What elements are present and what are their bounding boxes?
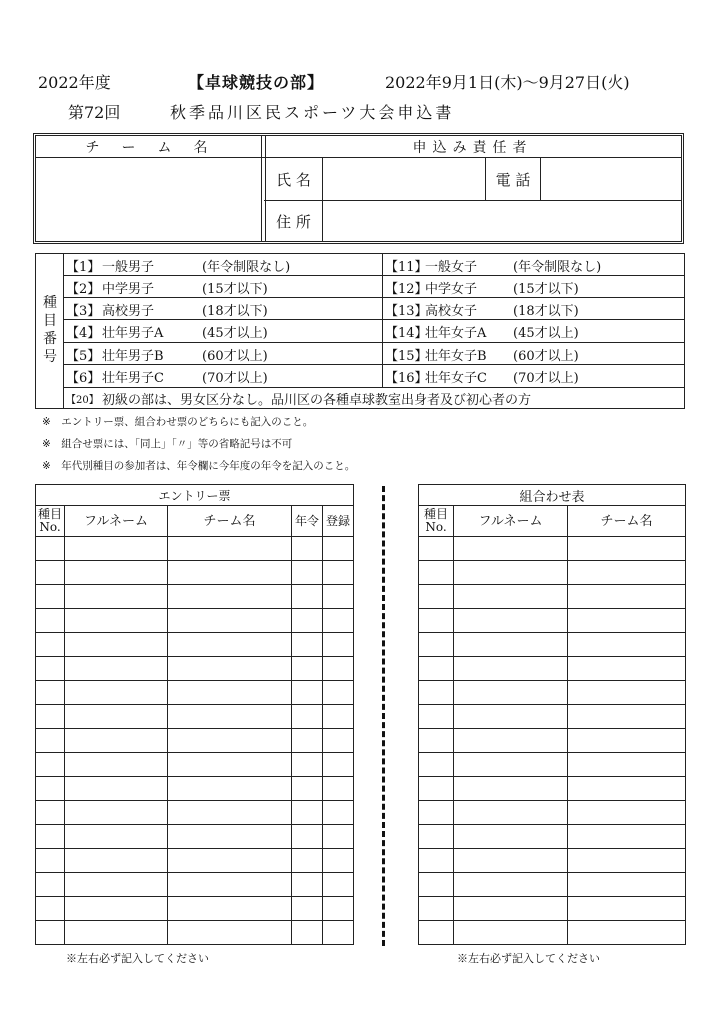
entry-cell[interactable] xyxy=(36,825,65,849)
beginner-event-row: 【20】 初級の部は、男女区分なし。品川区の各種卓球教室出身者及び初心者の方 xyxy=(66,392,532,408)
entry-cell[interactable] xyxy=(36,681,65,705)
entry-cell[interactable] xyxy=(323,777,354,801)
entry-cell[interactable] xyxy=(323,657,354,681)
entry-cell[interactable] xyxy=(168,777,292,801)
pairing-row xyxy=(419,921,686,945)
address-label: 住 所 xyxy=(276,212,311,231)
entry-cell[interactable] xyxy=(323,585,354,609)
entry-cell[interactable] xyxy=(36,705,65,729)
note-2: ※ 組合せ票には、「同上」「〃」等の省略記号は不可 xyxy=(42,438,293,450)
entry-row xyxy=(36,729,354,753)
pairing-cell[interactable] xyxy=(568,561,686,585)
entry-cell[interactable] xyxy=(323,897,354,921)
entry-cell[interactable] xyxy=(323,849,354,873)
pairing-cell[interactable] xyxy=(419,609,454,633)
name-field[interactable] xyxy=(323,158,485,200)
entry-cell[interactable] xyxy=(65,561,168,585)
pairing-footnote: ※左右必ず記入してください xyxy=(457,952,600,965)
pairing-cell[interactable] xyxy=(568,681,686,705)
pairing-cell[interactable] xyxy=(419,921,454,945)
entry-cell[interactable] xyxy=(323,705,354,729)
entry-cell[interactable] xyxy=(65,729,168,753)
pairing-cell[interactable] xyxy=(419,657,454,681)
entry-cell[interactable] xyxy=(323,633,354,657)
entry-cell[interactable] xyxy=(292,921,323,945)
team-name-label: チ ー ム 名 xyxy=(85,139,212,156)
col-event-no: 種目No. xyxy=(419,506,454,537)
entry-row xyxy=(36,681,354,705)
pairing-cell[interactable] xyxy=(454,537,568,561)
entry-cell[interactable] xyxy=(36,537,65,561)
entry-cell[interactable] xyxy=(292,777,323,801)
entry-cell[interactable] xyxy=(292,873,323,897)
entry-cell[interactable] xyxy=(323,825,354,849)
entry-row xyxy=(36,585,354,609)
entry-row xyxy=(36,633,354,657)
col-registration: 登録 xyxy=(323,506,354,537)
pairing-row xyxy=(419,681,686,705)
pairing-cell[interactable] xyxy=(419,873,454,897)
pairing-cell[interactable] xyxy=(568,777,686,801)
pairing-cell[interactable] xyxy=(568,873,686,897)
entry-cell[interactable] xyxy=(323,561,354,585)
pairing-cell[interactable] xyxy=(568,753,686,777)
entry-cell[interactable] xyxy=(36,753,65,777)
pairing-cell[interactable] xyxy=(454,801,568,825)
entry-cell[interactable] xyxy=(292,609,323,633)
entry-cell[interactable] xyxy=(323,537,354,561)
entry-row xyxy=(36,873,354,897)
entry-cell[interactable] xyxy=(36,921,65,945)
entry-cell[interactable] xyxy=(36,801,65,825)
pairing-cell[interactable] xyxy=(419,537,454,561)
entry-cell[interactable] xyxy=(168,705,292,729)
pairing-cell[interactable] xyxy=(454,705,568,729)
entry-cell[interactable] xyxy=(292,825,323,849)
event-row: 【4】 壮年男子A (45才以上) xyxy=(66,325,268,341)
pairing-cell[interactable] xyxy=(568,729,686,753)
pairing-cell[interactable] xyxy=(454,657,568,681)
pairing-cell[interactable] xyxy=(454,585,568,609)
entry-cell[interactable] xyxy=(292,585,323,609)
pairing-row xyxy=(419,729,686,753)
pairing-cell[interactable] xyxy=(419,801,454,825)
entry-cell[interactable] xyxy=(36,657,65,681)
pairing-cell[interactable] xyxy=(454,561,568,585)
pairing-cell[interactable] xyxy=(419,729,454,753)
fiscal-year: 2022年度 xyxy=(38,73,111,92)
entry-row xyxy=(36,777,354,801)
entry-row xyxy=(36,921,354,945)
entry-cell[interactable] xyxy=(168,657,292,681)
entry-cell[interactable] xyxy=(168,633,292,657)
entry-row xyxy=(36,657,354,681)
pairing-cell[interactable] xyxy=(454,633,568,657)
entry-cell[interactable] xyxy=(36,609,65,633)
note-1: ※ エントリー票、組合わせ票のどちらにも記入のこと。 xyxy=(42,416,314,428)
entry-cell[interactable] xyxy=(65,681,168,705)
pairing-row xyxy=(419,825,686,849)
pairing-cell[interactable] xyxy=(568,897,686,921)
event-row: 【13】 高校女子 (18才以下) xyxy=(385,303,579,319)
entry-cell[interactable] xyxy=(168,681,292,705)
entry-cell[interactable] xyxy=(292,681,323,705)
entry-cell[interactable] xyxy=(323,753,354,777)
entry-cell[interactable] xyxy=(168,873,292,897)
phone-field[interactable] xyxy=(541,158,681,200)
pairing-row xyxy=(419,873,686,897)
edition: 第72回 xyxy=(68,103,121,122)
pairing-cell[interactable] xyxy=(419,633,454,657)
col-event-no: 種目No. xyxy=(36,506,65,537)
event-row: 【3】 高校男子 (18才以下) xyxy=(66,303,268,319)
event-row: 【16】 壮年女子C (70才以上) xyxy=(385,370,579,386)
entry-cell[interactable] xyxy=(323,921,354,945)
pairing-row xyxy=(419,801,686,825)
entry-cell[interactable] xyxy=(292,849,323,873)
pairing-cell[interactable] xyxy=(454,897,568,921)
entry-cell[interactable] xyxy=(323,729,354,753)
pairing-cell[interactable] xyxy=(419,705,454,729)
entry-cell[interactable] xyxy=(292,753,323,777)
category-title: 【卓球競技の部】 xyxy=(188,73,325,92)
cut-line xyxy=(382,486,385,946)
event-row: 【12】 中学女子 (15才以下) xyxy=(385,281,579,297)
pairing-row xyxy=(419,585,686,609)
entry-cell[interactable] xyxy=(168,609,292,633)
col-team-name: チーム名 xyxy=(568,506,686,537)
pairing-cell[interactable] xyxy=(454,753,568,777)
pairing-cell[interactable] xyxy=(419,561,454,585)
entry-cell[interactable] xyxy=(36,849,65,873)
pairing-cell[interactable] xyxy=(454,825,568,849)
entry-cell[interactable] xyxy=(65,753,168,777)
pairing-row xyxy=(419,561,686,585)
address-field[interactable] xyxy=(323,201,681,241)
pairing-cell[interactable] xyxy=(568,609,686,633)
event-row: 【1】 一般男子 (年令制限なし) xyxy=(66,259,291,275)
entry-cell[interactable] xyxy=(36,561,65,585)
pairing-cell[interactable] xyxy=(454,729,568,753)
entry-cell[interactable] xyxy=(65,849,168,873)
phone-label: 電 話 xyxy=(495,170,531,189)
pairing-cell[interactable] xyxy=(454,777,568,801)
entry-cell[interactable] xyxy=(168,561,292,585)
entry-cell[interactable] xyxy=(292,537,323,561)
entry-cell[interactable] xyxy=(65,705,168,729)
applicant-box xyxy=(33,133,684,244)
col-fullname: フルネーム xyxy=(454,506,568,537)
name-label: 氏 名 xyxy=(276,170,311,189)
pairing-cell[interactable] xyxy=(454,681,568,705)
pairing-cell[interactable] xyxy=(568,585,686,609)
entry-cell[interactable] xyxy=(36,897,65,921)
event-row: 【11】 一般女子 (年令制限なし) xyxy=(385,259,602,275)
entry-cell[interactable] xyxy=(65,633,168,657)
entry-row xyxy=(36,897,354,921)
entry-cell[interactable] xyxy=(36,729,65,753)
entry-cell[interactable] xyxy=(65,873,168,897)
entry-cell[interactable] xyxy=(292,897,323,921)
entry-cell[interactable] xyxy=(323,681,354,705)
pairing-cell[interactable] xyxy=(419,585,454,609)
entry-row xyxy=(36,537,354,561)
col-team-name: チーム名 xyxy=(168,506,292,537)
event-number-label: 種目番号 xyxy=(43,295,57,365)
entry-cell[interactable] xyxy=(168,825,292,849)
entry-cell[interactable] xyxy=(65,585,168,609)
event-table xyxy=(35,253,685,409)
entry-cell[interactable] xyxy=(292,801,323,825)
entry-cell[interactable] xyxy=(168,729,292,753)
pairing-cell[interactable] xyxy=(454,609,568,633)
pairing-cell[interactable] xyxy=(568,657,686,681)
pairing-row xyxy=(419,897,686,921)
entry-cell[interactable] xyxy=(292,561,323,585)
event-row: 【2】 中学男子 (15才以下) xyxy=(66,281,268,297)
pairing-row xyxy=(419,753,686,777)
pairing-row xyxy=(419,633,686,657)
entry-table xyxy=(35,484,354,945)
entry-cell[interactable] xyxy=(65,609,168,633)
entry-cell[interactable] xyxy=(168,897,292,921)
entry-cell[interactable] xyxy=(36,777,65,801)
pairing-cell[interactable] xyxy=(419,897,454,921)
entry-cell[interactable] xyxy=(65,657,168,681)
entry-cell[interactable] xyxy=(168,585,292,609)
pairing-cell[interactable] xyxy=(568,825,686,849)
pairing-cell[interactable] xyxy=(454,849,568,873)
entry-cell[interactable] xyxy=(292,729,323,753)
note-3: ※ 年代別種目の参加者は、年令欄に今年度の年令を記入のこと。 xyxy=(42,460,356,472)
pairing-cell[interactable] xyxy=(568,801,686,825)
pairing-row xyxy=(419,777,686,801)
pairing-cell[interactable] xyxy=(568,849,686,873)
entry-cell[interactable] xyxy=(168,921,292,945)
pairing-table-title: 組合わせ表 xyxy=(419,485,686,506)
entry-cell[interactable] xyxy=(292,633,323,657)
entry-cell[interactable] xyxy=(36,585,65,609)
entry-row xyxy=(36,561,354,585)
entry-cell[interactable] xyxy=(36,873,65,897)
responsible-label: 申込み責任者 xyxy=(412,139,533,156)
entry-cell[interactable] xyxy=(65,825,168,849)
entry-row xyxy=(36,801,354,825)
page-title: 秋季品川区民スポーツ大会申込書 xyxy=(170,103,455,122)
pairing-cell[interactable] xyxy=(454,873,568,897)
pairing-row xyxy=(419,849,686,873)
col-fullname: フルネーム xyxy=(65,506,168,537)
pairing-cell[interactable] xyxy=(568,537,686,561)
pairing-row xyxy=(419,657,686,681)
pairing-row xyxy=(419,609,686,633)
event-row: 【14】 壮年女子A (45才以上) xyxy=(385,325,579,341)
entry-cell[interactable] xyxy=(65,921,168,945)
col-age: 年令 xyxy=(292,506,323,537)
pairing-row xyxy=(419,705,686,729)
pairing-cell[interactable] xyxy=(419,849,454,873)
entry-cell[interactable] xyxy=(65,897,168,921)
entry-table-title: エントリー票 xyxy=(36,485,354,506)
pairing-cell[interactable] xyxy=(419,753,454,777)
event-dates: 2022年9月1日(木)〜9月27日(火) xyxy=(385,73,630,92)
pairing-cell[interactable] xyxy=(419,825,454,849)
team-name-field[interactable] xyxy=(36,158,261,241)
entry-cell[interactable] xyxy=(323,873,354,897)
entry-footnote: ※左右必ず記入してください xyxy=(66,952,209,965)
entry-cell[interactable] xyxy=(36,633,65,657)
pairing-cell[interactable] xyxy=(568,633,686,657)
event-row: 【15】 壮年女子B (60才以上) xyxy=(385,348,579,364)
entry-row xyxy=(36,849,354,873)
entry-cell[interactable] xyxy=(168,753,292,777)
pairing-table xyxy=(418,484,686,945)
entry-row xyxy=(36,609,354,633)
entry-cell[interactable] xyxy=(65,801,168,825)
pairing-cell[interactable] xyxy=(568,921,686,945)
entry-cell[interactable] xyxy=(323,801,354,825)
pairing-row xyxy=(419,537,686,561)
pairing-cell[interactable] xyxy=(419,777,454,801)
entry-row xyxy=(36,825,354,849)
entry-cell[interactable] xyxy=(65,537,168,561)
event-row: 【6】 壮年男子C (70才以上) xyxy=(66,370,268,386)
entry-cell[interactable] xyxy=(168,849,292,873)
entry-cell[interactable] xyxy=(168,537,292,561)
pairing-cell[interactable] xyxy=(454,921,568,945)
entry-cell[interactable] xyxy=(168,801,292,825)
event-row: 【5】 壮年男子B (60才以上) xyxy=(66,348,268,364)
entry-cell[interactable] xyxy=(292,657,323,681)
entry-cell[interactable] xyxy=(65,777,168,801)
pairing-cell[interactable] xyxy=(419,681,454,705)
entry-row xyxy=(36,753,354,777)
pairing-cell[interactable] xyxy=(568,705,686,729)
entry-cell[interactable] xyxy=(323,609,354,633)
entry-cell[interactable] xyxy=(292,705,323,729)
entry-row xyxy=(36,705,354,729)
